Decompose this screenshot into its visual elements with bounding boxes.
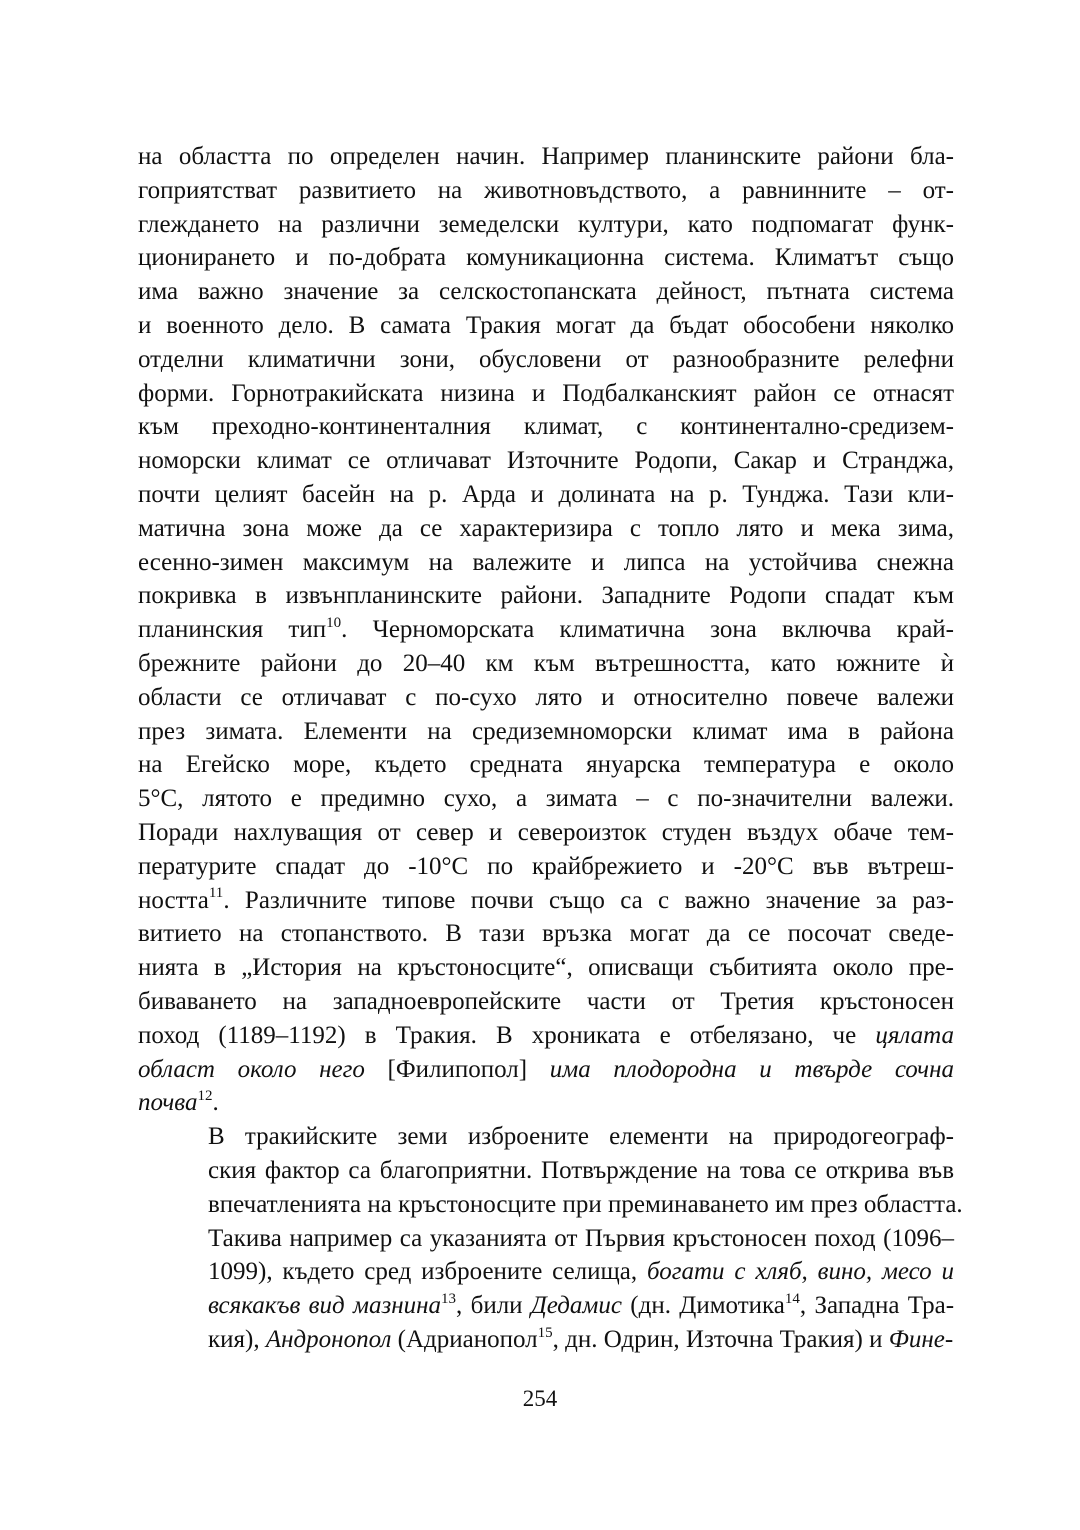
italic-quote: всякакъв вид мазнина	[208, 1292, 442, 1320]
footnote-ref: 12	[197, 1087, 213, 1104]
footnote-ref: 15	[537, 1324, 553, 1341]
text-segment: има важно значение за селскостопанската дейност, пътната система	[138, 278, 954, 306]
text-line	[138, 208, 954, 242]
text-segment: матична зона може да се характеризира с топло лято и мека зима,	[138, 514, 954, 542]
text-line	[138, 444, 954, 478]
text-line	[138, 816, 954, 850]
text-line	[138, 309, 954, 343]
text-segment: пературите спадат до -10°C по крайбрежието и -20°C във вътреш-	[138, 852, 954, 880]
text-segment: , били	[456, 1292, 531, 1320]
text-segment: на Егейско море, където средната януарска температура е около	[138, 751, 954, 779]
text-segment: ския фактор са благоприятни. Потвърждение на това се открива във	[208, 1156, 954, 1184]
text-segment: 1099), където сред изброените селища,	[208, 1258, 647, 1286]
text-segment: поход (1189–1192) в Тракия. В хрониката е отбелязано, че	[138, 1021, 876, 1049]
page-body	[138, 140, 963, 1357]
text-line	[138, 174, 954, 208]
text-segment: , дн. Одрин, Източна Тракия) и	[552, 1325, 889, 1353]
text-line	[138, 613, 954, 647]
italic-quote: Дедамис	[530, 1292, 622, 1320]
text-segment: биваването на западноевропейските части от Третия кръстоносен	[138, 987, 954, 1015]
text-line	[138, 1019, 954, 1053]
text-line	[138, 1222, 954, 1256]
italic-quote: Андронопол	[265, 1325, 392, 1353]
text-line	[138, 884, 954, 918]
text-segment: (Адрианопол	[391, 1325, 538, 1353]
text-segment: (дн. Димотика	[621, 1292, 785, 1320]
text-segment: Такива например са указанията от Първия кръстоносен поход (1096–	[208, 1224, 954, 1252]
text-line	[138, 681, 954, 715]
text-line	[138, 478, 954, 512]
text-segment: към преходно-континенталния климат, с континентално-средизем-	[138, 413, 954, 441]
text-segment: покривка в извънпланинските райони. Западните Родопи спадат към	[138, 582, 954, 610]
text-line	[138, 1053, 954, 1087]
text-segment: на областта по определен начин. Например планинските райони бла-	[138, 143, 954, 170]
text-line	[138, 917, 954, 951]
text-line	[138, 343, 954, 377]
italic-quote: цялата	[875, 1021, 954, 1049]
text-line	[138, 647, 954, 681]
text-segment: Поради нахлуващия от север и североизток студен въздух обаче тем-	[138, 818, 954, 846]
text-segment: нията в „История на кръстоносците“, описващи събитията около пре-	[138, 954, 954, 982]
italic-quote: Фине-	[888, 1325, 954, 1353]
text-line	[138, 748, 954, 782]
text-segment: . Черноморската климатична зона включва край-	[341, 616, 955, 644]
text-segment: 5°C, лятото е предимно сухо, а зимата – с по-значителни валежи.	[138, 785, 954, 813]
text-line	[138, 377, 954, 411]
text-line	[138, 1323, 954, 1357]
text-segment: номорски климат се отличават Източните Родопи, Сакар и Странджа,	[138, 447, 954, 475]
text-segment: витието на стопанството. В тази връзка могат да се посочат сведе-	[138, 920, 954, 948]
text-segment: ността	[138, 886, 209, 914]
text-line	[138, 850, 954, 884]
text-segment: впечатленията на кръстоносците при преминаването им през областта.	[208, 1190, 963, 1218]
italic-quote: почва	[138, 1089, 198, 1117]
text-line	[138, 579, 954, 613]
text-segment: форми. Горнотракийската низина и Подбалканският район се отнасят	[138, 379, 954, 407]
text-line	[138, 985, 954, 1019]
text-segment: кия),	[208, 1325, 266, 1353]
text-segment: отделни климатични зони, обусловени от разнообразните релефни	[138, 345, 954, 373]
italic-quote: богати с хляб, вино, месо и	[646, 1258, 954, 1286]
text-segment: през зимата. Елементи на средиземноморски климат има в района	[138, 717, 954, 745]
footnote-ref: 11	[208, 885, 224, 902]
text-segment: брежните райони до 20–40 км към вътрешността, като южните ѝ	[138, 649, 954, 677]
text-segment: почти целият басейн на р. Арда и долината на р. Тунджа. Тази кли-	[138, 480, 954, 508]
text-segment: , Западна Тра-	[799, 1292, 955, 1320]
text-segment: ционирането и по-добрата комуникационна система. Климатът също	[138, 244, 954, 272]
text-line	[138, 241, 954, 275]
text-line	[138, 1154, 954, 1188]
text-line	[138, 1289, 954, 1323]
text-line	[138, 1188, 963, 1222]
text-line	[138, 782, 954, 816]
footnote-ref: 13	[441, 1290, 457, 1307]
text-line	[138, 1086, 954, 1120]
text-segment: .	[212, 1089, 219, 1117]
text-segment: и военното дело. В самата Тракия могат да бъдат обособени няколко	[138, 311, 954, 339]
text-segment: гоприятстват развитието на животновъдството, а равнинните – от-	[138, 176, 954, 204]
footnote-ref: 10	[326, 614, 342, 631]
italic-quote: област около него	[138, 1055, 365, 1083]
text-segment: В тракийските земи изброените елементи на природогеограф-	[208, 1123, 954, 1151]
footnote-ref: 14	[784, 1290, 800, 1307]
text-segment: планинския тип	[138, 616, 327, 644]
paragraph	[138, 140, 954, 1120]
text-line	[138, 951, 954, 985]
text-line	[138, 140, 954, 174]
text-line	[138, 275, 954, 309]
text-segment: [Филипопол]	[364, 1055, 550, 1083]
text-line	[138, 546, 954, 580]
text-segment: глеждането на различни земеделски култури, като подпомагат функ-	[138, 210, 954, 238]
text-segment: есенно-зимен максимум на валежите и липса на устойчива снежна	[138, 548, 954, 576]
italic-quote: има плодородна и твърде сочна	[549, 1055, 954, 1083]
text-line	[138, 410, 954, 444]
text-line	[138, 1255, 954, 1289]
text-segment: области се отличават с по-сухо лято и относително повече валежи	[138, 683, 954, 711]
paragraph	[138, 1120, 963, 1357]
text-line	[138, 512, 954, 546]
page-number: 254	[522, 1386, 558, 1411]
text-line	[138, 715, 954, 749]
text-line	[138, 1120, 954, 1154]
text-segment: . Различните типове почви също са с важно значение за раз-	[223, 886, 954, 914]
